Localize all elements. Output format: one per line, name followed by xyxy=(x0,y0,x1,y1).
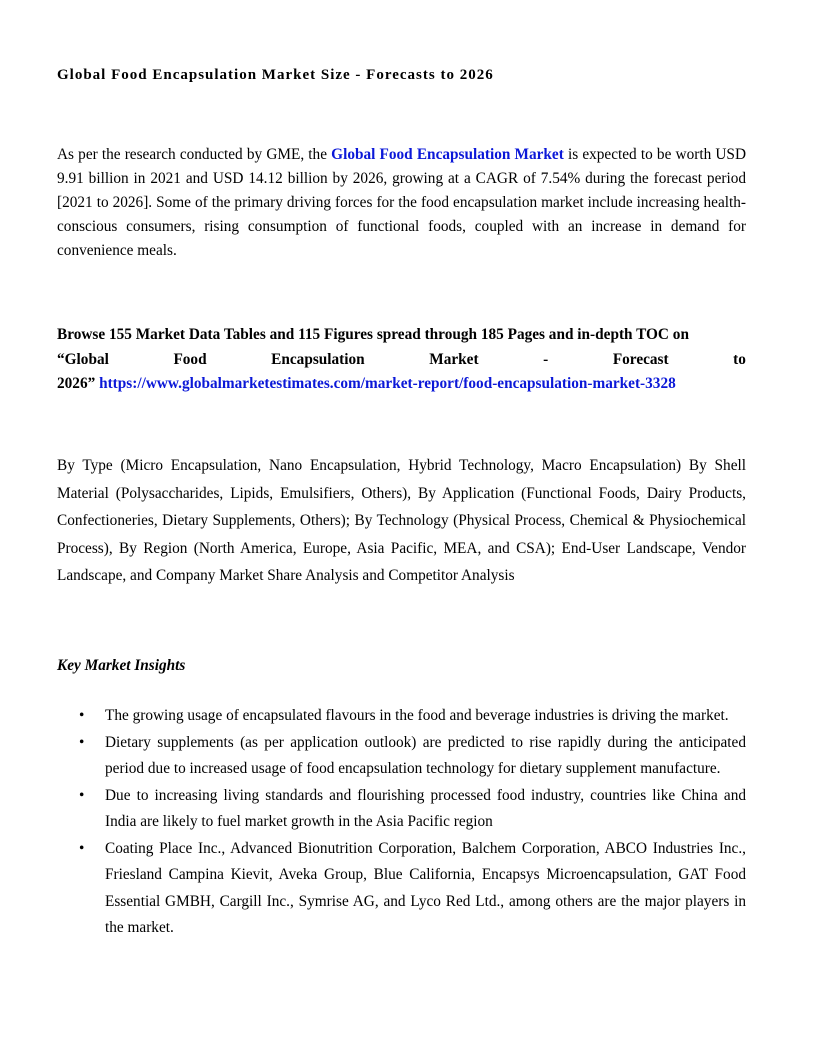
browse-paragraph xyxy=(57,323,746,397)
browse-line-1 xyxy=(57,323,746,348)
list-item: • Due to increasing living standards and flourishing processed food industry, countries like China and India are likely to fuel market growth in the Asia Pacific region xyxy=(57,783,746,836)
document-title: Global Food Encapsulation Market Size - Forecasts to 2026 xyxy=(57,67,494,83)
insights-list xyxy=(57,703,746,942)
list-item: • Dietary supplements (as per application outlook) are predicted to rise rapidly during the anticipated period due to increased usage of food encapsulation technology for dietary supplement manufacture. xyxy=(57,730,746,783)
browse-word: Food xyxy=(173,350,207,368)
intro-paragraph xyxy=(57,143,746,263)
browse-line-3-prefix: 2026” xyxy=(57,375,96,392)
intro-text-before: As per the research conducted by GME, the xyxy=(57,146,332,163)
market-link[interactable]: Global Food Encapsulation Market xyxy=(331,146,564,163)
browse-line-3 xyxy=(57,372,746,397)
list-item: • The growing usage of encapsulated flavours in the food and beverage industries is driving the market. xyxy=(57,703,746,730)
insights-heading: Key Market Insights xyxy=(57,657,186,674)
list-item: • Coating Place Inc., Advanced Bionutrition Corporation, Balchem Corporation, ABCO Industries Inc., Friesland Campina Kievit, Aveka Group, Blue California, Encapsys Microencapsulation, GAT Food Essential GMBH, Cargill Inc., Symrise AG, and Lyco Red Ltd., among others are the major players in the market. xyxy=(57,836,746,942)
segmentation-paragraph: By Type (Micro Encapsulation, Nano Encapsulation, Hybrid Technology, Macro Encapsulation) By Shell Material (Polysaccharides, Lipids, Emulsifiers, Others), By Application (Functional Foods, Dairy Products, Confectioneries, Dietary Supplements, Others); By Technology (Physical Process, Chemical & Physiochemical Process), By Region (North America, Europe, Asia Pacific, MEA, and CSA); End-User Landscape, Vendor Landscape, and Company Market Share Analysis and Competitor Analysis xyxy=(57,457,746,584)
browse-word: to xyxy=(733,350,746,368)
browse-line-1-text: Browse 155 Market Data Tables and 115 Figures spread through 185 Pages and in-depth TOC on xyxy=(57,326,689,343)
browse-line-2 xyxy=(57,348,746,373)
report-url-link[interactable]: https://www.globalmarketestimates.com/market-report/food-encapsulation-market-3328 xyxy=(99,375,676,392)
intro-text-after: is expected to be worth USD 9.91 billion in 2021 and USD 14.12 billion by 2026, growing at a CAGR of 7.54% during the forecast period [2021 to 2026]. Some of the primary driving forces for the food encapsulation market include increasing health-conscious consumers, rising consumption of functional foods, coupled with an increase in demand for convenience meals. xyxy=(57,146,746,259)
browse-word: Forecast xyxy=(612,350,669,368)
browse-word: Encapsulation xyxy=(271,350,365,368)
browse-word: Market xyxy=(429,350,479,368)
browse-word: - xyxy=(543,350,549,368)
browse-word: “Global xyxy=(57,350,109,368)
